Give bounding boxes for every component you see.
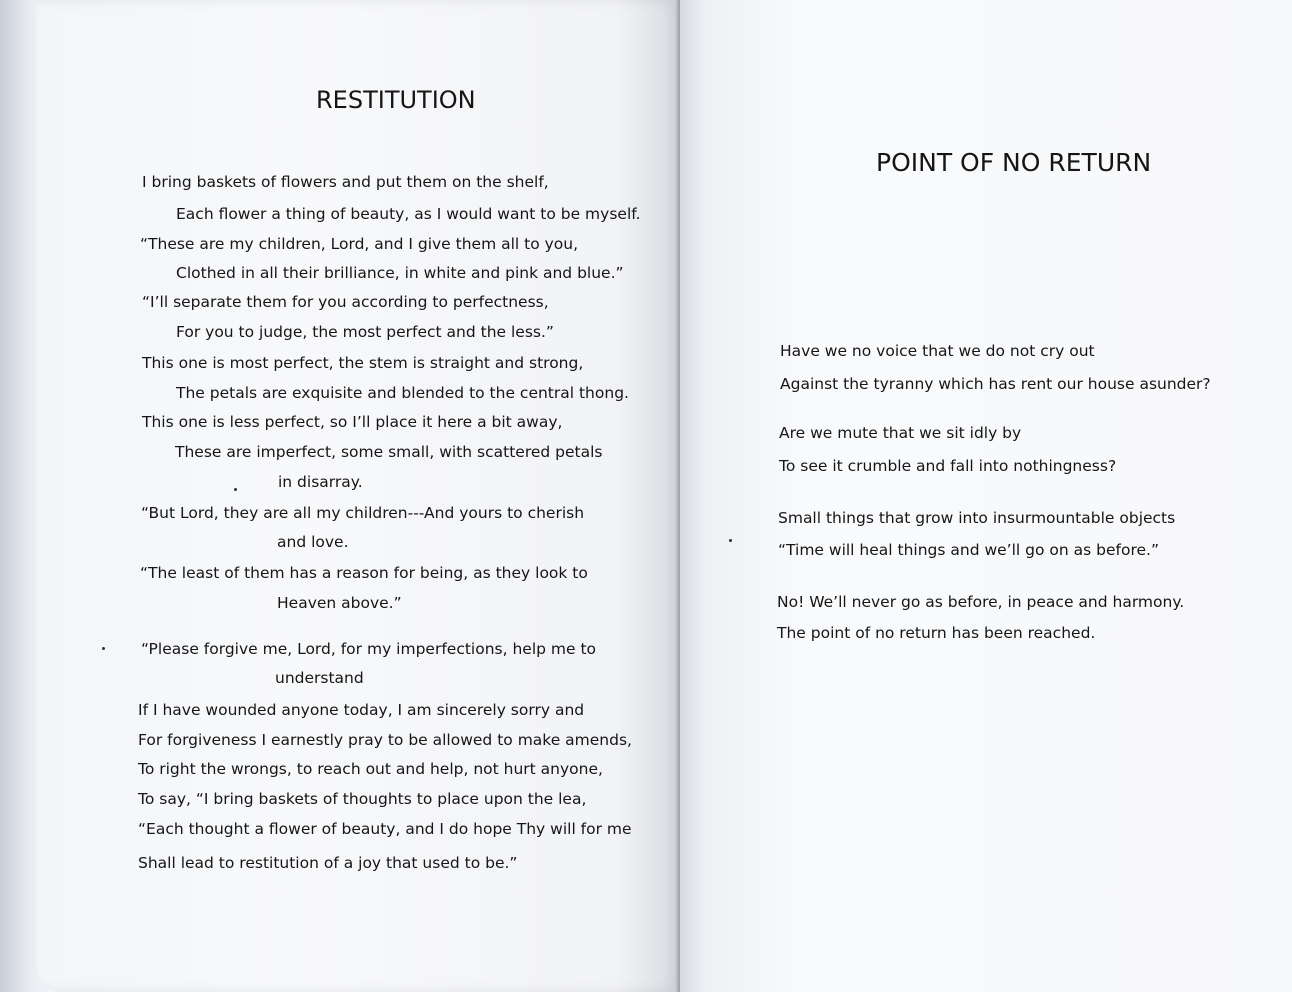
poem-line: Shall lead to restitution of a joy that used to be.” — [138, 854, 518, 872]
poem-line: “The least of them has a reason for being, as they look to — [140, 564, 588, 582]
right-page — [680, 0, 1292, 992]
poem-line: To right the wrongs, to reach out and help, not hurt anyone, — [138, 760, 603, 778]
poem-line: For forgiveness I earnestly pray to be allowed to make amends, — [138, 731, 632, 749]
poem-title-point-of-no-return: POINT OF NO RETURN — [876, 148, 1152, 177]
poem-line: Small things that grow into insurmountable objects — [778, 509, 1176, 527]
poem-title-restitution: RESTITUTION — [316, 86, 476, 114]
poem-line: I bring baskets of flowers and put them on the shelf, — [142, 173, 549, 191]
stray-ink-dot — [234, 488, 237, 491]
poem-line: Have we no voice that we do not cry out — [780, 342, 1095, 360]
poem-line: “Each thought a flower of beauty, and I do hope Thy will for me — [138, 820, 632, 838]
poem-line: To see it crumble and fall into nothingness? — [779, 457, 1117, 475]
left-page — [36, 0, 680, 992]
poem-line: Each flower a thing of beauty, as I would want to be myself. — [176, 205, 641, 223]
poem-line: in disarray. — [278, 473, 363, 491]
poem-line: Heaven above.” — [277, 594, 402, 612]
poem-line: “Please forgive me, Lord, for my imperfections, help me to — [141, 640, 597, 658]
poem-line: “But Lord, they are all my children---And yours to cherish — [141, 504, 585, 522]
poem-line: If I have wounded anyone today, I am sincerely sorry and — [138, 701, 585, 719]
poem-line: “Time will heal things and we’ll go on as before.” — [778, 541, 1159, 559]
poem-line: These are imperfect, some small, with scattered petals — [175, 443, 603, 461]
poem-line: The point of no return has been reached. — [777, 624, 1096, 642]
poem-line: and love. — [277, 533, 349, 551]
poem-line: Are we mute that we sit idly by — [779, 424, 1022, 442]
poem-line: understand — [275, 669, 364, 687]
poem-line: To say, “I bring baskets of thoughts to place upon the lea, — [138, 790, 587, 808]
poem-line: For you to judge, the most perfect and the less.” — [176, 323, 554, 341]
poem-line: Clothed in all their brilliance, in white and pink and blue.” — [176, 264, 624, 282]
poem-line: This one is less perfect, so I’ll place it here a bit away, — [142, 413, 563, 431]
poem-line: Against the tyranny which has rent our house asunder? — [780, 375, 1211, 393]
poem-line: “I’ll separate them for you according to perfectness, — [142, 293, 549, 311]
stray-ink-dot — [102, 647, 105, 650]
poem-line: No! We’ll never go as before, in peace and harmony. — [777, 593, 1185, 611]
poem-line: “These are my children, Lord, and I give them all to you, — [140, 235, 579, 253]
poem-line: The petals are exquisite and blended to the central thong. — [176, 384, 629, 402]
stray-ink-dot — [729, 539, 732, 542]
poem-line: This one is most perfect, the stem is straight and strong, — [142, 354, 584, 372]
